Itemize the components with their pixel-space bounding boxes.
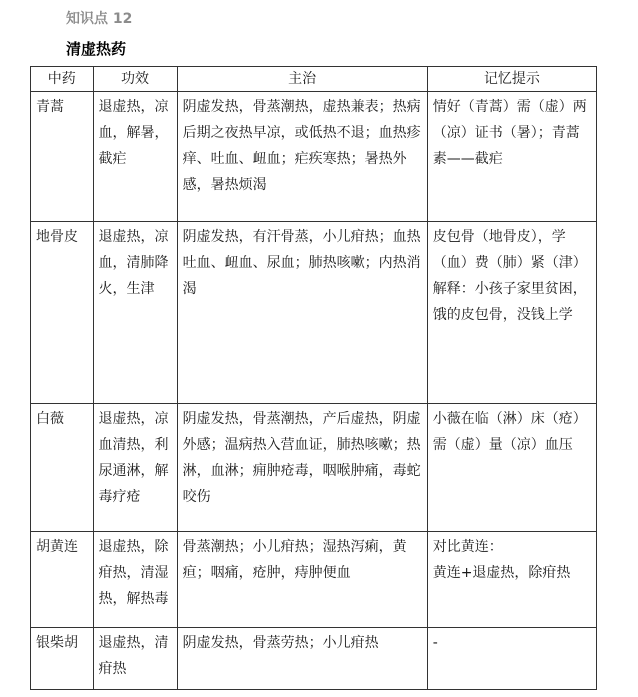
herb-effect: 退虚热，凉血清热，利尿通淋，解毒疗疮 xyxy=(93,404,177,532)
herb-memo xyxy=(427,404,596,532)
herb-treatment: 阴虚发热，骨蒸劳热；小儿疳热 xyxy=(177,628,427,690)
memo-line: 解释：小孩子家里贫困，饿的皮包骨，没钱上学 xyxy=(432,281,587,323)
memo-line: 皮包骨（地骨皮），学（血）费（肺）紧（津） xyxy=(432,229,587,271)
table-header-row xyxy=(31,67,597,92)
herb-memo xyxy=(427,92,596,222)
section-title: 清虚热药 xyxy=(66,40,127,58)
herb-effect: 退虚热，清疳热 xyxy=(93,628,177,690)
memo-line: - xyxy=(432,635,438,651)
memo-line: 情好（青蒿）需（虚）两（凉）证书（暑）；青蒿素——截疟 xyxy=(432,99,587,167)
knowledge-point-label: 知识点 12 xyxy=(66,11,133,27)
table-row xyxy=(31,222,597,404)
herb-treatment: 阴虚发热，有汗骨蒸，小儿疳热；血热吐血、衄血、尿血；肺热咳嗽；内热消渴 xyxy=(177,222,427,404)
header-effect: 功效 xyxy=(93,67,177,92)
header-memo: 记忆提示 xyxy=(427,67,596,92)
header-herb: 中药 xyxy=(31,67,94,92)
table-row xyxy=(31,532,597,628)
herb-effect: 退虚热，凉血，解暑，截疟 xyxy=(93,92,177,222)
herb-name: 地骨皮 xyxy=(31,222,94,404)
herb-name: 胡黄连 xyxy=(31,532,94,628)
table-row xyxy=(31,404,597,532)
herb-effect: 退虚热，除疳热，清湿热，解热毒 xyxy=(93,532,177,628)
herb-memo xyxy=(427,222,596,404)
herb-treatment: 阴虚发热，骨蒸潮热，产后虚热，阴虚外感；温病热入营血证，肺热咳嗽；热淋，血淋；痈肿疮毒，咽喉肿痛，毒蛇咬伤 xyxy=(177,404,427,532)
herb-memo xyxy=(427,628,596,690)
herb-name: 白薇 xyxy=(31,404,94,532)
herb-effect: 退虚热，凉血，清肺降火，生津 xyxy=(93,222,177,404)
herb-table xyxy=(30,66,597,690)
memo-line: 对比黄连： xyxy=(432,539,503,555)
herb-treatment: 阴虚发热，骨蒸潮热，虚热兼表；热病后期之夜热早凉，或低热不退；血热疹痒、吐血、衄血；疟疾寒热；暑热外感，暑热烦渴 xyxy=(177,92,427,222)
herb-memo xyxy=(427,532,596,628)
header-treatment: 主治 xyxy=(177,67,427,92)
table-row xyxy=(31,628,597,690)
memo-line: 黄连+退虚热，除疳热 xyxy=(432,565,571,581)
herb-name: 青蒿 xyxy=(31,92,94,222)
table-row xyxy=(31,92,597,222)
herb-treatment: 骨蒸潮热；小儿疳热；湿热泻痢，黄疸；咽痛，疮肿，痔肿便血 xyxy=(177,532,427,628)
herb-name: 银柴胡 xyxy=(31,628,94,690)
memo-line: 小薇在临（淋）床（疮）需（虚）量（凉）血压 xyxy=(432,411,587,453)
